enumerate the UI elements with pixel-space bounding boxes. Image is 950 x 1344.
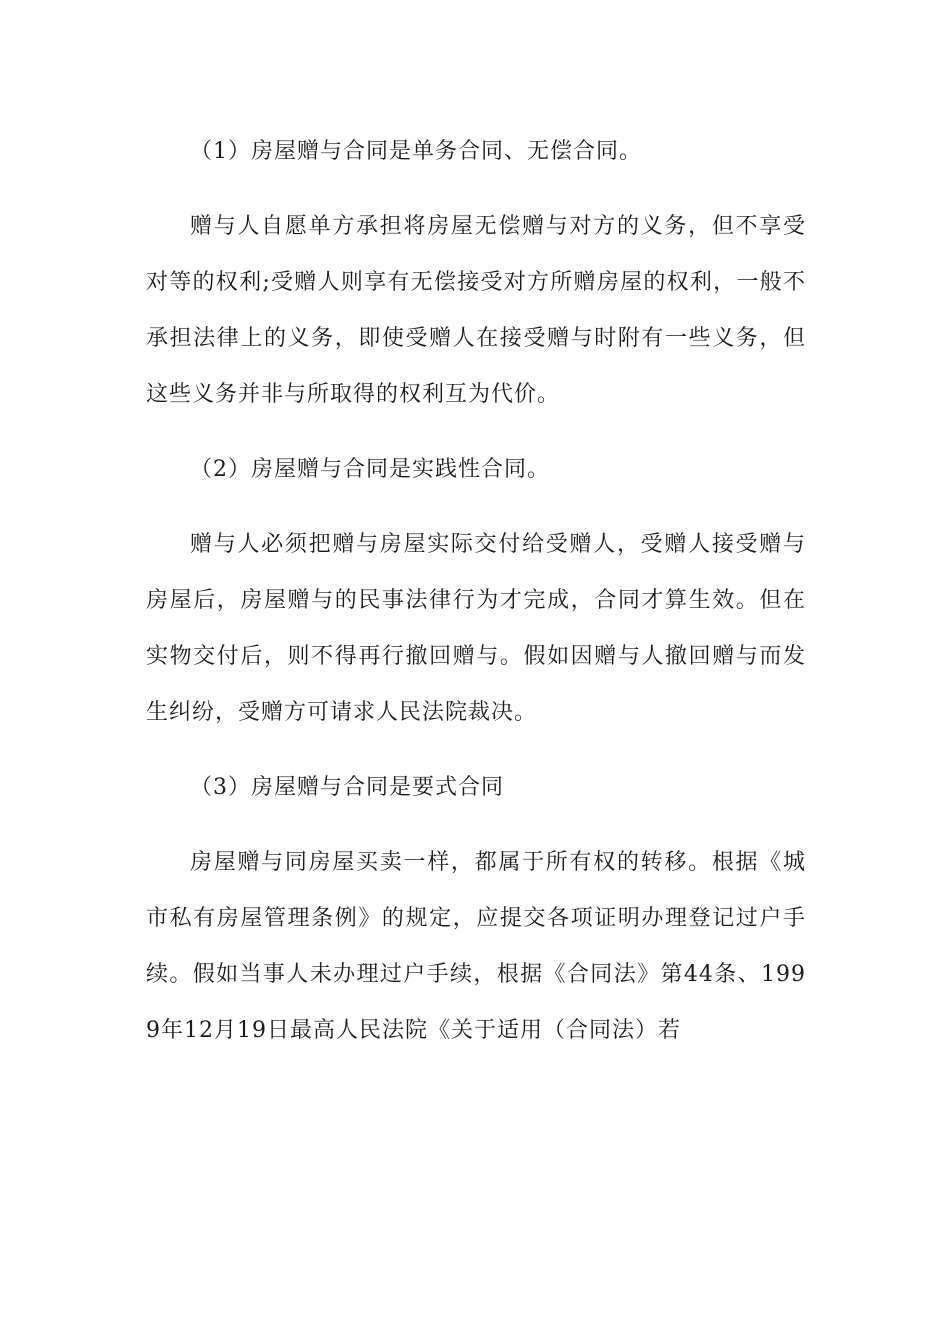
document-body — [146, 124, 806, 1078]
section-heading-1: （1）房屋赠与合同是单务合同、无偿合同。 — [190, 139, 642, 164]
section-body-2: 赠与人必须把赠与房屋实际交付给受赠人，受赠人接受赠与房屋后，房屋赠与的民事法律行为才完成，合同才算生效。但在实物交付后，则不得再行撤回赠与。假如因赠与人撤回赠与而发生纠纷，受赠方可请求人民法院裁决。 — [146, 532, 806, 725]
section-body-1: 赠与人自愿单方承担将房屋无偿赠与对方的义务，但不享受对等的权利;受赠人则享有无偿接受对方所赠房屋的权利，一般不承担法律上的义务，即使受赠人在接受赠与时附有一些义务，但这些义务并非与所取得的权利互为代价。 — [146, 214, 806, 407]
section-heading-2: （2）房屋赠与合同是实践性合同。 — [190, 457, 550, 482]
section-body-3: 房屋赠与同房屋买卖一样，都属于所有权的转移。根据《城市私有房屋管理条例》的规定，应提交各项证明办理登记过户手续。假如当事人未办理过户手续，根据《合同法》第44条、1999年12月19日最高人民法院《关于适用（合同法）若 — [146, 850, 806, 1043]
section-heading-3: （3）房屋赠与合同是要式合同 — [190, 775, 504, 800]
